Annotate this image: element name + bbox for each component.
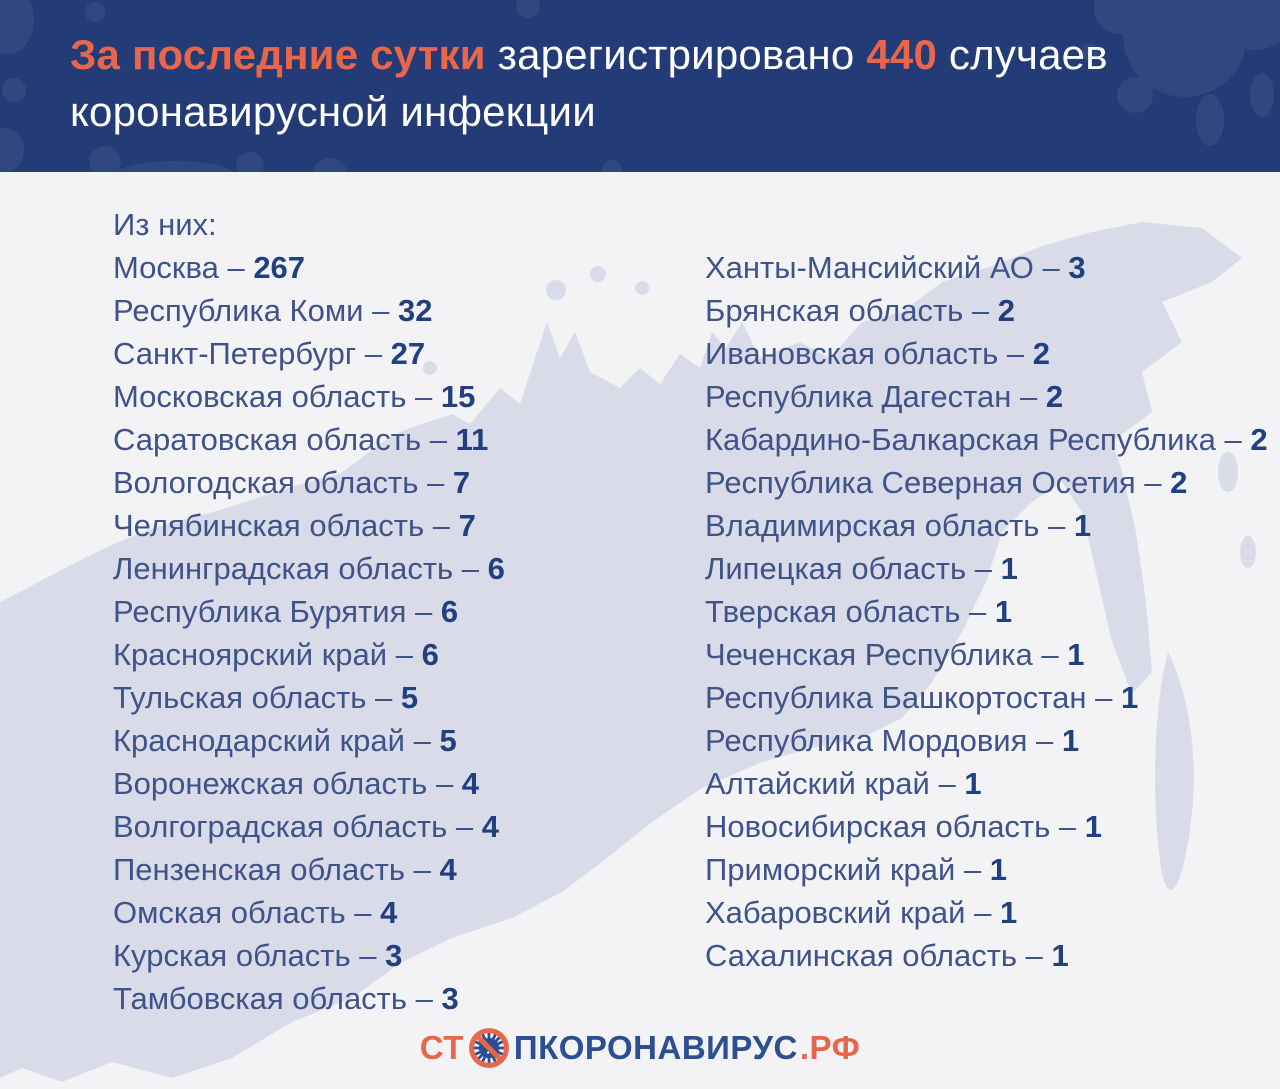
region-name: Чеченская Республика bbox=[705, 637, 1033, 672]
region-name: Вологодская область bbox=[113, 465, 419, 500]
region-row bbox=[113, 547, 688, 590]
region-value: 1 bbox=[1061, 723, 1080, 758]
region-value: 2 bbox=[1250, 422, 1268, 457]
region-value: 5 bbox=[439, 723, 457, 758]
region-value: 2 bbox=[1032, 336, 1051, 371]
region-value: 2 bbox=[1045, 379, 1064, 414]
region-value: 6 bbox=[487, 551, 505, 586]
dash-separator: – bbox=[960, 594, 995, 629]
region-name: Сахалинская область bbox=[705, 938, 1018, 973]
dash-separator: – bbox=[1032, 637, 1068, 672]
dash-separator: – bbox=[350, 938, 386, 973]
region-name: Кабардино-Балкарская Республика bbox=[705, 422, 1216, 457]
dash-separator: – bbox=[407, 981, 442, 1016]
region-value: 27 bbox=[390, 336, 426, 371]
title-tail: случаев bbox=[937, 31, 1108, 78]
region-row bbox=[705, 805, 1275, 848]
region-row bbox=[113, 504, 688, 547]
region-row bbox=[113, 977, 688, 1020]
dash-separator: – bbox=[1033, 250, 1069, 285]
region-name: Челябинская область bbox=[113, 508, 425, 543]
dash-separator: – bbox=[1050, 809, 1085, 844]
region-name: Республика Мордовия bbox=[705, 723, 1028, 758]
title-case-count: 440 bbox=[866, 31, 938, 78]
logo-suffix: .РФ bbox=[799, 1029, 861, 1066]
region-name: Краснодарский край bbox=[113, 723, 405, 758]
dash-separator: – bbox=[1027, 723, 1062, 758]
region-name: Тверская область bbox=[705, 594, 961, 629]
dash-separator: – bbox=[421, 422, 456, 457]
region-value: 3 bbox=[385, 938, 403, 973]
region-value: 4 bbox=[481, 809, 499, 844]
region-name: Владимирская область bbox=[705, 508, 1040, 543]
region-row bbox=[705, 418, 1275, 461]
region-row bbox=[113, 289, 688, 332]
dash-separator: – bbox=[404, 723, 440, 758]
region-row bbox=[113, 246, 688, 289]
stopcoronavirus-logo bbox=[420, 1026, 861, 1070]
title-line2: коронавирусной инфекции bbox=[70, 88, 596, 135]
region-name: Алтайский край bbox=[705, 766, 930, 801]
region-name: Воронежская область bbox=[113, 766, 428, 801]
header-banner bbox=[0, 0, 1280, 172]
dash-separator: – bbox=[929, 766, 965, 801]
region-list-right bbox=[705, 246, 1275, 977]
region-name: Республика Коми bbox=[113, 293, 364, 328]
region-value: 1 bbox=[1067, 637, 1085, 672]
dash-separator: – bbox=[965, 895, 1000, 930]
region-row bbox=[705, 375, 1275, 418]
region-row bbox=[705, 461, 1275, 504]
region-name: Московская область bbox=[113, 379, 407, 414]
region-value: 2 bbox=[997, 293, 1016, 328]
region-value: 1 bbox=[999, 895, 1018, 930]
region-value: 4 bbox=[461, 766, 480, 801]
region-name: Пензенская область bbox=[113, 852, 406, 887]
region-row bbox=[113, 676, 688, 719]
no-virus-icon bbox=[467, 1026, 511, 1070]
region-row bbox=[113, 762, 688, 805]
region-value: 2 bbox=[1170, 465, 1188, 500]
region-list-left bbox=[113, 203, 688, 1020]
dash-separator: – bbox=[963, 293, 998, 328]
region-row bbox=[113, 332, 688, 375]
dash-separator: – bbox=[453, 551, 488, 586]
region-name: Республика Бурятия bbox=[113, 594, 407, 629]
region-row bbox=[113, 848, 688, 891]
region-row bbox=[705, 719, 1275, 762]
dash-separator: – bbox=[1215, 422, 1251, 457]
dash-separator: – bbox=[363, 293, 398, 328]
region-row bbox=[113, 590, 688, 633]
region-value: 3 bbox=[1068, 250, 1086, 285]
dash-separator: – bbox=[1086, 680, 1121, 715]
dash-separator: – bbox=[1017, 938, 1052, 973]
region-row bbox=[113, 805, 688, 848]
region-name: Новосибирская область bbox=[705, 809, 1051, 844]
region-value: 1 bbox=[1000, 551, 1018, 586]
region-name: Хабаровский край bbox=[705, 895, 966, 930]
footer bbox=[0, 1018, 1280, 1078]
logo-middle: ПКОРОНАВИРУС bbox=[513, 1029, 798, 1066]
title-highlight: За последние сутки bbox=[70, 31, 486, 78]
dash-separator: – bbox=[955, 852, 990, 887]
region-value: 1 bbox=[1121, 680, 1139, 715]
dash-separator: – bbox=[1011, 379, 1046, 414]
region-row bbox=[113, 891, 688, 934]
region-value: 1 bbox=[994, 594, 1013, 629]
dash-separator: – bbox=[218, 250, 254, 285]
region-value: 4 bbox=[439, 852, 457, 887]
dash-separator: – bbox=[406, 594, 441, 629]
dash-separator: – bbox=[356, 336, 391, 371]
region-row bbox=[113, 375, 688, 418]
region-name: Красноярский край bbox=[113, 637, 388, 672]
region-name: Республика Северная Осетия bbox=[705, 465, 1136, 500]
dash-separator: – bbox=[966, 551, 1001, 586]
region-value: 1 bbox=[1051, 938, 1069, 973]
region-name: Приморский край bbox=[705, 852, 956, 887]
region-row bbox=[705, 246, 1275, 289]
region-row bbox=[113, 633, 688, 676]
dash-separator: – bbox=[366, 680, 401, 715]
region-value: 32 bbox=[397, 293, 433, 328]
region-row bbox=[113, 719, 688, 762]
region-name: Ивановская область bbox=[705, 336, 999, 371]
region-name: Москва bbox=[113, 250, 219, 285]
region-name: Брянская область bbox=[705, 293, 964, 328]
region-value: 1 bbox=[1084, 809, 1103, 844]
logo-prefix: СТ bbox=[419, 1029, 464, 1066]
region-row bbox=[705, 289, 1275, 332]
region-row bbox=[113, 934, 688, 977]
region-name: Республика Башкортостан bbox=[705, 680, 1087, 715]
dash-separator: – bbox=[447, 809, 482, 844]
dash-separator: – bbox=[998, 336, 1033, 371]
region-row bbox=[705, 590, 1275, 633]
dash-separator: – bbox=[1135, 465, 1171, 500]
region-row bbox=[113, 418, 688, 461]
dash-separator: – bbox=[418, 465, 453, 500]
region-value: 3 bbox=[441, 981, 459, 1016]
region-name: Ханты-Мансийский АО bbox=[705, 250, 1034, 285]
dash-separator: – bbox=[345, 895, 381, 930]
dash-separator: – bbox=[405, 852, 440, 887]
page-title bbox=[70, 26, 1108, 140]
region-value: 4 bbox=[380, 895, 398, 930]
region-value: 1 bbox=[964, 766, 982, 801]
region-name: Курская область bbox=[113, 938, 351, 973]
region-name: Саратовская область bbox=[113, 422, 422, 457]
region-row bbox=[705, 332, 1275, 375]
dash-separator: – bbox=[387, 637, 422, 672]
region-value: 1 bbox=[1073, 508, 1092, 543]
region-value: 1 bbox=[989, 852, 1008, 887]
region-row bbox=[705, 633, 1275, 676]
region-row bbox=[705, 934, 1275, 977]
region-row bbox=[705, 676, 1275, 719]
region-row bbox=[705, 848, 1275, 891]
region-value: 5 bbox=[400, 680, 419, 715]
region-value: 7 bbox=[458, 508, 476, 543]
region-value: 6 bbox=[440, 594, 459, 629]
region-value: 7 bbox=[452, 465, 471, 500]
region-row bbox=[705, 891, 1275, 934]
region-name: Омская область bbox=[113, 895, 346, 930]
dash-separator: – bbox=[1039, 508, 1074, 543]
region-name: Ленинградская область bbox=[113, 551, 454, 586]
region-value: 267 bbox=[253, 250, 306, 285]
dash-separator: – bbox=[406, 379, 441, 414]
dash-separator: – bbox=[424, 508, 459, 543]
region-name: Республика Дагестан bbox=[705, 379, 1012, 414]
region-row bbox=[705, 762, 1275, 805]
list-intro: Из них: bbox=[113, 207, 217, 242]
region-value: 6 bbox=[421, 637, 439, 672]
region-value: 11 bbox=[455, 422, 489, 457]
region-row bbox=[705, 547, 1275, 590]
region-name: Тульская область bbox=[113, 680, 367, 715]
region-row bbox=[705, 504, 1275, 547]
dash-separator: – bbox=[427, 766, 462, 801]
region-value: 15 bbox=[440, 379, 476, 414]
title-mid: зарегистрировано bbox=[485, 31, 867, 78]
region-name: Волгоградская область bbox=[113, 809, 448, 844]
region-name: Липецкая область bbox=[705, 551, 967, 586]
region-row bbox=[113, 461, 688, 504]
region-name: Санкт-Петербург bbox=[113, 336, 357, 371]
region-name: Тамбовская область bbox=[113, 981, 408, 1016]
